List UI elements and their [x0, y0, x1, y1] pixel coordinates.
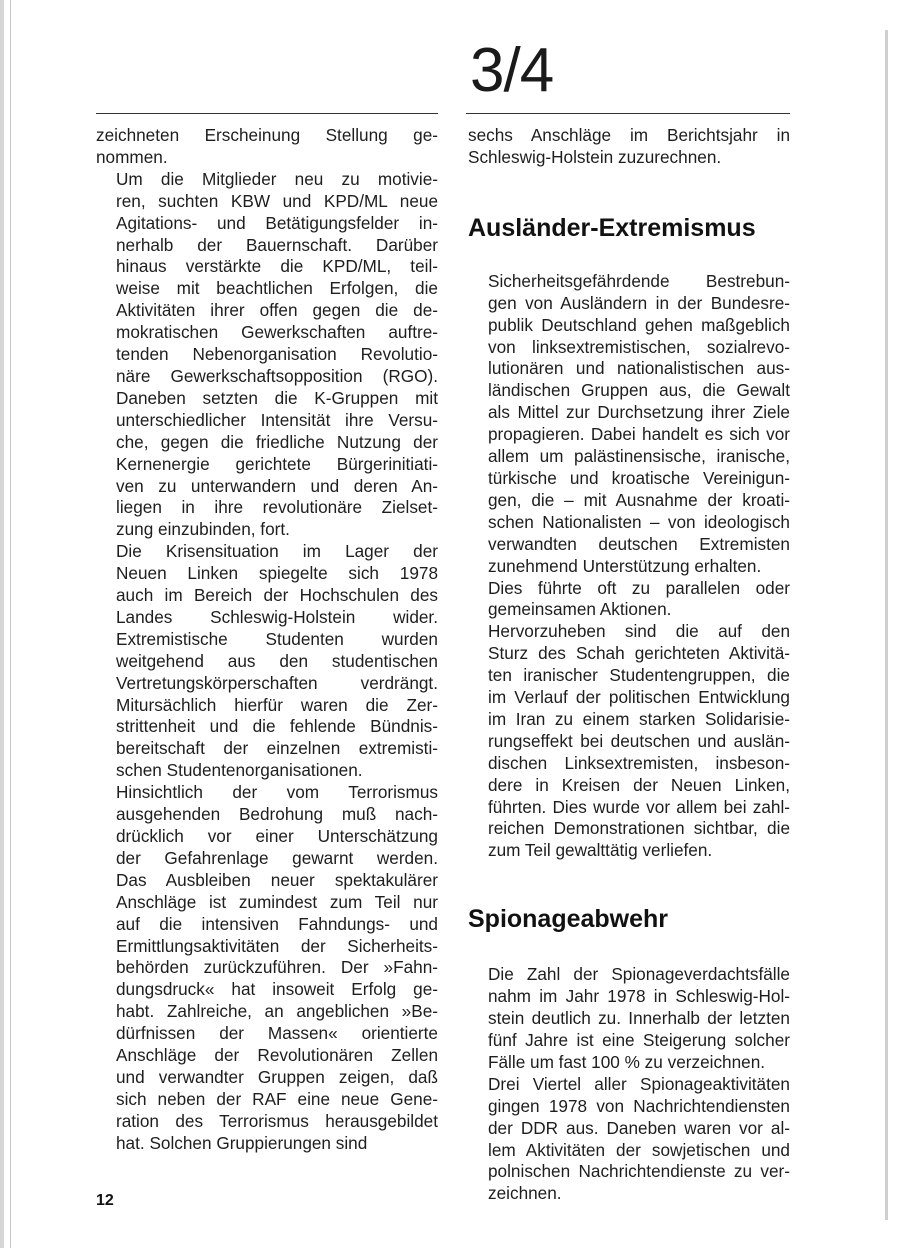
paragraph — [468, 1074, 790, 1205]
text-line: Anschläge ist zumindest zum Teil nur — [116, 891, 438, 912]
paragraph — [468, 125, 790, 169]
text-line: Fälle um fast 100 % zu verzeichnen. — [488, 1051, 766, 1072]
text-line: Daneben setzten die K-Gruppen mit — [116, 387, 438, 408]
paragraph — [96, 169, 438, 541]
text-line: Das Ausbleiben neuer spektakulärer — [116, 869, 438, 890]
text-line: nahm im Jahr 1978 in Schleswig-Hol- — [488, 986, 790, 1007]
right-intro — [468, 125, 790, 169]
text-line: im Iran zu einem starken Solidarisie- — [488, 708, 790, 729]
right-column — [468, 125, 790, 1205]
text-line: allem um palästinensische, iranische, — [488, 446, 790, 467]
text-line: stein deutlich zu. Innerhalb der letzten — [488, 1008, 790, 1029]
text-line: hat. Solchen Gruppierungen sind — [116, 1132, 368, 1153]
text-line: ländischen Gruppen aus, die Gewalt — [488, 380, 790, 401]
text-line: zeichneten Erscheinung Stellung ge- — [96, 125, 438, 145]
text-line: ven zu unterwandern und deren An- — [116, 475, 438, 496]
text-line: weitgehend aus den studentischen — [116, 650, 438, 671]
text-line: tenden Nebenorganisation Revolutio- — [116, 344, 438, 365]
text-line: als Mittel zur Durchsetzung ihrer Ziele — [488, 402, 790, 423]
text-line: nerhalb der Bauernschaft. Darüber — [116, 234, 438, 255]
text-line: reichen Demonstrationen sichtbar, die — [488, 818, 790, 839]
scan-right-edge — [885, 30, 888, 1220]
heading-auslaender-extremismus: Ausländer-Extremismus — [468, 213, 756, 242]
header-rule-right — [466, 113, 790, 114]
text-line: gen, die – mit Ausnahme der kroati- — [488, 489, 790, 510]
text-line: dungsdruck« hat insoweit Erfolg ge- — [116, 979, 438, 1000]
section-spionage-body — [468, 964, 790, 1205]
text-line: lem Aktivitäten der sowjetischen und — [488, 1139, 790, 1160]
scan-left-edge — [0, 0, 4, 1248]
text-line: Die Krisensituation im Lager der — [116, 541, 438, 562]
text-line: Um die Mitglieder neu zu motivie- — [116, 168, 438, 189]
text-line: drücklich vor einer Unterschätzung — [116, 826, 438, 846]
text-line: Ermittlungsaktivitäten der Sicherheits- — [116, 935, 438, 956]
text-line: gen von Ausländern in der Bundesre- — [488, 292, 790, 313]
text-line: weise mit beachtlichen Erfolgen, die — [116, 278, 438, 299]
text-line: behörden zurückzuführen. Der »Fahn- — [116, 957, 438, 978]
text-line: gemeinsamen Aktionen. — [488, 599, 672, 620]
text-line: führten. Dies wurde vor allem bei zahl- — [488, 796, 790, 817]
text-line: Hinsichtlich der vom Terrorismus — [116, 782, 438, 803]
text-line: dürfnissen der Massen« orientierte — [116, 1023, 438, 1044]
text-line: der DDR aus. Daneben waren vor al- — [488, 1117, 790, 1138]
text-line: auf die intensiven Fahndungs- und — [116, 913, 438, 934]
text-line: schen Studentenorganisationen. — [116, 760, 363, 781]
text-line: Vertretungskörperschaften verdrängt. — [116, 672, 438, 693]
text-line: im Verlauf der politischen Entwicklung — [488, 687, 790, 708]
text-line: verwandten deutschen Extremisten — [488, 533, 790, 554]
paragraph — [468, 964, 790, 1074]
text-line: rungseffekt bei deutschen und auslän- — [488, 730, 790, 751]
heading-spionageabwehr: Spionageabwehr — [468, 905, 669, 934]
text-line: türkische und kroatische Vereinigun- — [488, 467, 790, 488]
text-line: che, gegen die friedliche Nutzung der — [116, 431, 438, 452]
paragraph — [96, 782, 438, 1154]
text-line: propagieren. Dabei handelt es sich vor — [488, 424, 790, 445]
text-line: zunehmend Unterstützung erhalten. — [488, 555, 762, 576]
text-line: und verwandter Gruppen zeigen, daß — [116, 1066, 438, 1087]
text-line: zum Teil gewalttätig verliefen. — [488, 840, 713, 861]
header-rule-left — [96, 113, 438, 114]
section-auslaender-body — [468, 271, 790, 862]
text-line: Dies führte oft zu parallelen oder — [488, 577, 790, 598]
text-line: Anschläge der Revolutionären Zellen — [116, 1045, 438, 1066]
page-header-number: 3/4 — [470, 36, 554, 105]
paragraph — [468, 271, 790, 578]
text-line: hinaus verstärkte die KPD/ML, teil- — [116, 256, 438, 277]
text-line: fünf Jahre ist eine Steigerung solcher — [488, 1030, 790, 1050]
text-line: der Gefahrenlage gewarnt werden. — [116, 847, 438, 868]
text-line: Die Zahl der Spionageverdachtsfälle — [488, 964, 790, 985]
text-line: schen Nationalisten – von ideologisch — [488, 511, 790, 532]
text-line: Agitations- und Betätigungsfelder in- — [116, 212, 438, 233]
scan-left-shadow — [10, 0, 11, 1248]
text-line: Mitursächlich hierfür waren die Zer- — [116, 694, 438, 715]
text-line: mokratischen Gewerkschaften auftre- — [116, 322, 438, 343]
text-line: Kernenergie gerichtete Bürgerinitiati- — [116, 453, 438, 474]
text-line: zung einzubinden, fort. — [116, 519, 290, 540]
paragraph — [96, 541, 438, 782]
text-line: Aktivitäten ihrer offen gegen die de- — [116, 300, 438, 321]
text-line: Landes Schleswig-Holstein wider. — [116, 606, 438, 627]
paragraph — [96, 125, 438, 169]
text-line: gingen 1978 von Nachrichtendiensten — [488, 1095, 790, 1116]
text-line: auch im Bereich der Hochschulen des — [116, 585, 438, 606]
text-line: Sicherheitsgefährdende Bestrebun- — [488, 270, 790, 291]
text-line: habt. Zahlreiche, an angeblichen »Be- — [116, 1001, 438, 1022]
text-line: ausgehenden Bedrohung muß nach- — [116, 804, 438, 825]
text-line: strittenheit und die fehlende Bündnis- — [116, 716, 438, 737]
text-line: bereitschaft der einzelnen extremisti- — [116, 738, 438, 759]
text-line: ration des Terrorismus herausgebildet — [116, 1110, 438, 1131]
text-line: von linksextremistischen, sozialrevo- — [488, 336, 790, 357]
text-line: Sturz des Schah gerichteten Aktivitä- — [488, 643, 790, 664]
text-line: Drei Viertel aller Spionageaktivitäten — [488, 1073, 790, 1094]
text-line: dere in Kreisen der Neuen Linken, — [488, 774, 790, 795]
text-line: nommen. — [96, 146, 168, 167]
text-line: Neuen Linken spiegelte sich 1978 — [116, 563, 438, 584]
text-line: sich neben der RAF eine neue Gene- — [116, 1088, 438, 1109]
text-line: sechs Anschläge im Berichtsjahr in — [468, 125, 790, 145]
left-column — [96, 125, 438, 1155]
text-line: Extremistische Studenten wurden — [116, 628, 438, 649]
text-line: dischen Linksextremisten, insbeson- — [488, 752, 790, 773]
text-line: Schleswig-Holstein zuzurechnen. — [468, 146, 722, 167]
paragraph — [468, 621, 790, 862]
text-line: ten iranischer Studentengruppen, die — [488, 665, 790, 686]
text-line: näre Gewerkschaftsopposition (RGO). — [116, 365, 438, 386]
page-footer-number: 12 — [96, 1192, 114, 1209]
text-line: liegen in ihre revolutionäre Zielset- — [116, 497, 438, 518]
text-line: unterschiedlicher Intensität ihre Versu- — [116, 409, 438, 430]
paragraph — [468, 578, 790, 622]
text-line: zeichnen. — [488, 1183, 562, 1204]
text-line: polnischen Nachrichtendienste zu ver- — [488, 1161, 790, 1182]
text-line: lutionären und nationalistischen aus- — [488, 358, 790, 379]
text-line: Hervorzuheben sind die auf den — [488, 621, 790, 642]
text-line: publik Deutschland gehen maßgeblich — [488, 314, 790, 335]
text-line: ren, suchten KBW und KPD/ML neue — [116, 190, 438, 211]
